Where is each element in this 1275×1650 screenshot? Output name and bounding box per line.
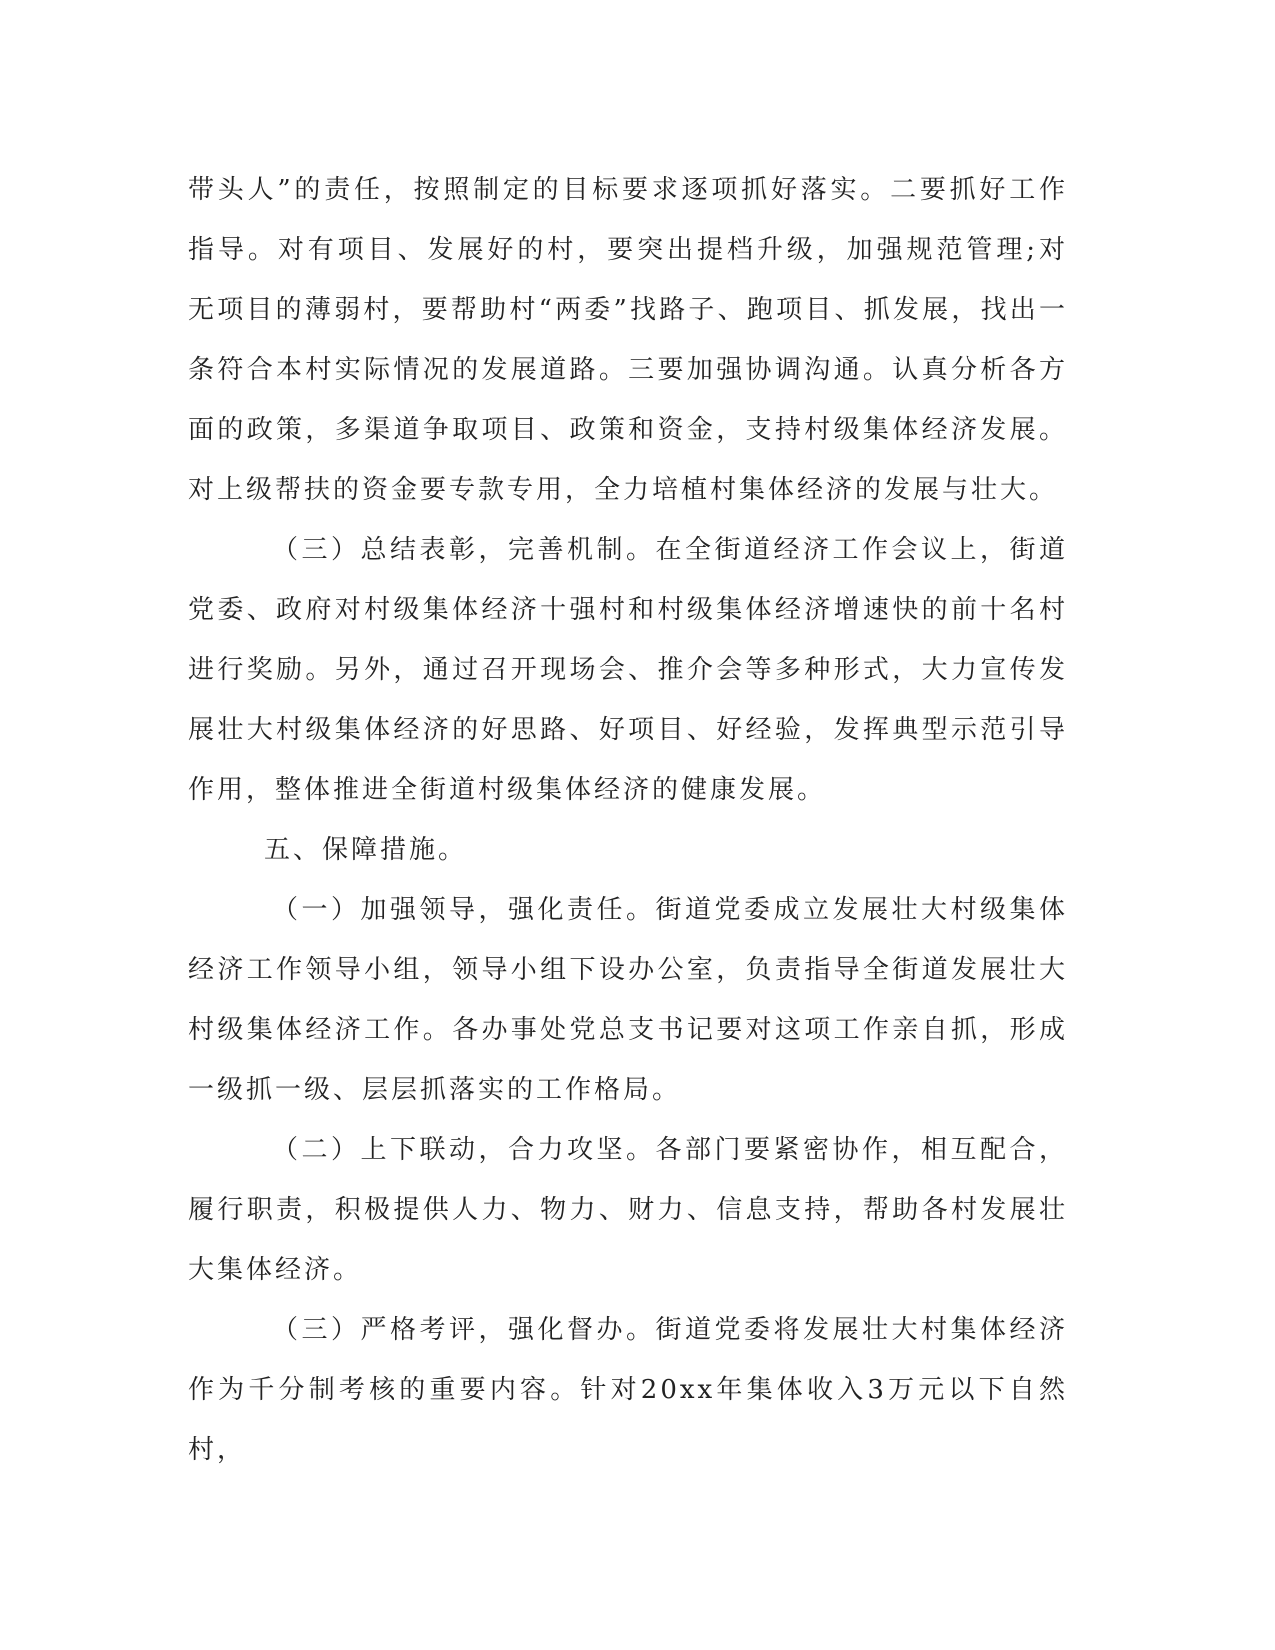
paragraph-measure-1: （一）加强领导，强化责任。街道党委成立发展壮大村级集体经济工作领导小组，领导小组下设办公室，负责指导全街道发展壮大村级集体经济工作。各办事处党总支书记要对这项工作亲自抓，形成一级抓一级、层层抓落实的工作格局。 bbox=[188, 895, 1068, 1105]
section-heading-5: 五、保障措施。 bbox=[264, 835, 468, 865]
document-body bbox=[188, 160, 1068, 1480]
paragraph-continuation: 带头人”的责任，按照制定的目标要求逐项抓好落实。二要抓好工作指导。对有项目、发展好的村，要突出提档升级，加强规范管理;对无项目的薄弱村，要帮助村“两委”找路子、跑项目、抓发展，找出一条符合本村实际情况的发展道路。三要加强协调沟通。认真分析各方面的政策，多渠道争取项目、政策和资金，支持村级集体经济发展。对上级帮扶的资金要专款专用，全力培植村集体经济的发展与壮大。 bbox=[188, 175, 1068, 505]
paragraph-measure-2: （二）上下联动，合力攻坚。各部门要紧密协作，相互配合，履行职责，积极提供人力、物力、财力、信息支持，帮助各村发展壮大集体经济。 bbox=[188, 1135, 1068, 1285]
paragraph-section-3: （三）总结表彰，完善机制。在全街道经济工作会议上，街道党委、政府对村级集体经济十强村和村级集体经济增速快的前十名村进行奖励。另外，通过召开现场会、推介会等多种形式，大力宣传发展壮大村级集体经济的好思路、好项目、好经验，发挥典型示范引导作用，整体推进全街道村级集体经济的健康发展。 bbox=[188, 535, 1068, 805]
paragraph-measure-3: （三）严格考评，强化督办。街道党委将发展壮大村集体经济作为千分制考核的重要内容。针对20xx年集体收入3万元以下自然村， bbox=[188, 1315, 1068, 1465]
